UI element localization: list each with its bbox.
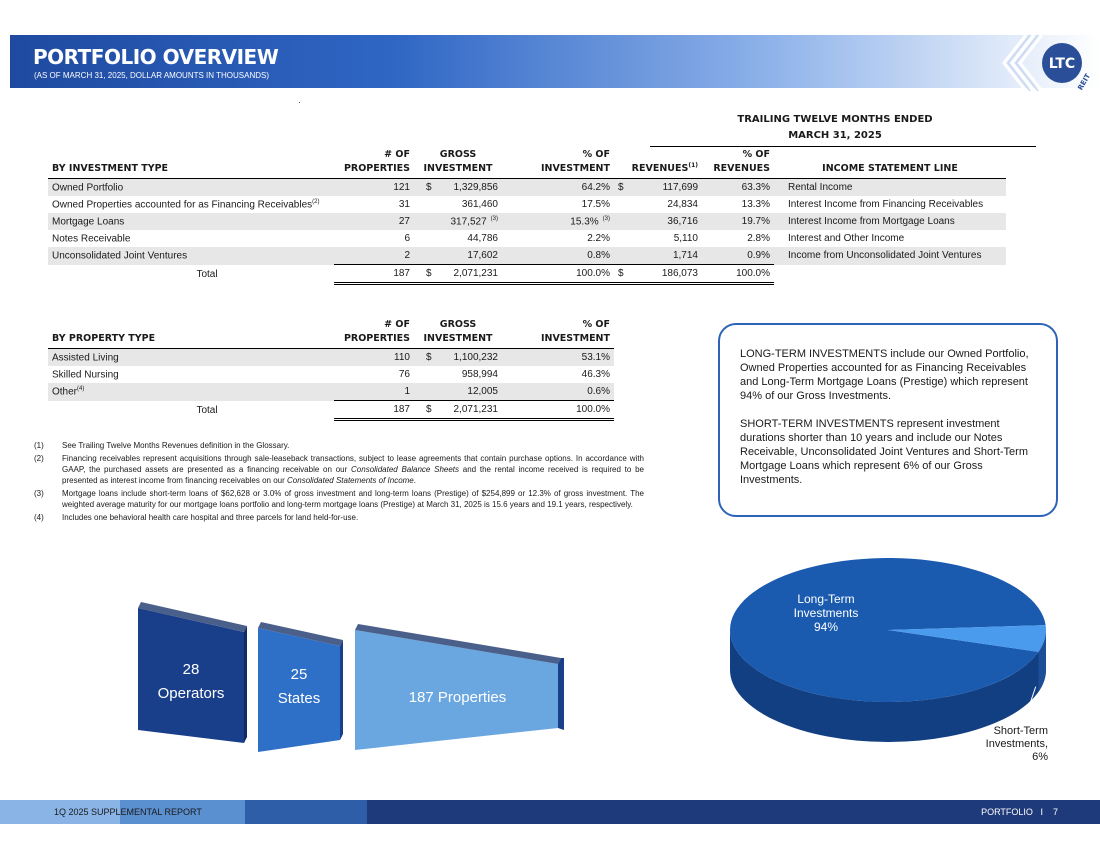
footer-bar xyxy=(0,800,1100,824)
cell-dollar: $ xyxy=(414,349,438,367)
stray-dot xyxy=(299,102,300,103)
total-label: Total xyxy=(196,268,218,280)
cell-properties: 76 xyxy=(398,369,410,380)
cell-income-line: Interest Income from Financing Receivables xyxy=(788,199,984,210)
cell-pct-investment: 53.1% xyxy=(502,349,614,367)
table-row xyxy=(48,366,614,383)
cell-pct-investment: 46.3% xyxy=(581,369,610,380)
cell-dollar: $ xyxy=(614,179,638,197)
col-header-pct-revenues: % OF REVENUES xyxy=(702,148,774,179)
cell-gross: 317,527 $^{(3)}$ xyxy=(438,213,502,230)
table-total-row xyxy=(48,401,614,420)
pie-label-long-term: Long-Term Investments 94% xyxy=(793,592,859,634)
long-term-definition: LONG-TERM INVESTMENTS include our Owned Portfolio, Owned Properties accounted for as Financing Receivables and Long-Term Mortgage Loans (Prestige) which represent 94% of our Gross Investments. xyxy=(740,348,1029,402)
cell-properties: 27 xyxy=(334,213,414,230)
cell-pct-investment: 0.8% xyxy=(502,247,614,265)
properties-stat: 187 Properties xyxy=(408,689,507,706)
page-subtitle: (AS OF MARCH 31, 2025, DOLLAR AMOUNTS IN THOUSANDS) xyxy=(34,71,270,80)
table-row xyxy=(48,383,614,401)
cell-revenues: 117,699 xyxy=(638,179,702,197)
operators-stat: 28 Operators xyxy=(157,661,225,702)
cell-properties: 121 xyxy=(334,179,414,197)
operators-side-edge xyxy=(244,626,247,743)
total-dollar: $ xyxy=(414,401,438,420)
cell-pct-revenues: 0.9% xyxy=(702,247,774,265)
cell-income-line: Rental Income xyxy=(774,179,1006,197)
cell-properties: 31 xyxy=(398,199,410,210)
total-dollar: $ xyxy=(614,265,638,284)
cell-type: Other$^{(4)}$ xyxy=(48,383,334,401)
cell-gross: 12,005 xyxy=(438,383,502,401)
total-revenues: 186,073 xyxy=(638,265,702,284)
table-row xyxy=(48,196,1006,213)
cell-revenues: 1,714 xyxy=(638,247,702,265)
cell-gross: 361,460 xyxy=(461,199,498,210)
cell-type: Owned Properties accounted for as Financing Receivables$^{(2)}$ xyxy=(52,198,320,211)
table-header-row xyxy=(48,318,614,349)
col-header-gross: GROSS INVESTMENT xyxy=(414,148,502,179)
total-gross: 2,071,231 xyxy=(438,265,502,284)
cell-type: Mortgage Loans xyxy=(48,213,334,230)
col-header-pct-investment: % OF INVESTMENT xyxy=(502,148,614,179)
investment-term-pie-chart xyxy=(728,555,1058,763)
footnote-1: (1) See Trailing Twelve Months Revenues definition in the Glossary. xyxy=(34,441,290,450)
cell-pct-revenues: 63.3% xyxy=(702,179,774,197)
total-dollar: $ xyxy=(414,265,438,284)
ttm-heading-line1: TRAILING TWELVE MONTHS ENDED xyxy=(737,114,933,125)
cell-pct-revenues: 2.8% xyxy=(747,233,770,244)
footnotes xyxy=(34,440,644,525)
property-type-table xyxy=(48,318,614,421)
cell-type: Unconsolidated Joint Ventures xyxy=(48,247,334,265)
cell-dollar xyxy=(414,366,438,383)
col-header-income-line: INCOME STATEMENT LINE xyxy=(774,148,1006,179)
cell-pct-investment: 15.3% $^{(3)}$ xyxy=(502,213,614,230)
svg-text:LTC: LTC xyxy=(1048,56,1076,72)
footer-report-name: 1Q 2025 SUPPLEMENTAL REPORT xyxy=(54,807,202,817)
footer-section-page: PORTFOLIO I 7 xyxy=(981,807,1058,817)
cell-dollar xyxy=(414,196,438,213)
cell-type: Notes Receivable xyxy=(52,233,131,245)
footnote-2: (2) Financing receivables represent acquisitions through sale-leaseback transactions, subject to lease agreements that contain purchase options. In accordance with GAAP, the purchased assets are presented as a financing receivable on our Consolidated Balance Sheets and the rental income received is required to be presented as interest income from financing receivables on our Consolidated Statements of Income. xyxy=(34,454,644,485)
col-header-properties: # OF PROPERTIES xyxy=(334,318,414,349)
total-gross: 2,071,231 xyxy=(438,401,502,420)
cell-income-line: Income from Unconsolidated Joint Ventures xyxy=(774,247,1006,265)
cell-type: Assisted Living xyxy=(48,349,334,367)
cell-dollar xyxy=(614,247,638,265)
col-header-type: BY PROPERTY TYPE xyxy=(48,318,334,349)
cell-dollar xyxy=(614,230,638,247)
total-pct-revenues: 100.0% xyxy=(702,265,774,284)
ltc-reit-logo xyxy=(998,33,1096,98)
cell-dollar xyxy=(614,213,638,230)
footnote-4: (4) Includes one behavioral health care hospital and three parcels for land held-for-use. xyxy=(34,513,359,522)
col-header-pct-investment: % OF INVESTMENT xyxy=(502,318,614,349)
cell-dollar xyxy=(414,230,438,247)
cell-pct-revenues: 13.3% xyxy=(741,199,770,210)
cell-type: Skilled Nursing xyxy=(52,369,119,381)
cell-pct-revenues: 19.7% xyxy=(702,213,774,230)
cell-pct-investment: 17.5% xyxy=(581,199,610,210)
table-row xyxy=(48,247,1006,265)
col-header-properties: # OF PROPERTIES xyxy=(334,148,414,179)
footnote-3: (3) Mortgage loans include short-term loans of $62,628 or 3.0% of gross investment and long-term loans (Prestige) of $254,899 or 12.3% of gross investment. The weighted average maturity for our mortgage loans portfolio and long-term mortgage loans (Prestige) at March 31, 2025 is 15.6 years and 19.1 years, respectively. xyxy=(34,489,644,509)
cell-dollar xyxy=(614,196,638,213)
ttm-heading-line2: MARCH 31, 2025 xyxy=(788,130,882,141)
table-row xyxy=(48,179,1006,197)
total-properties: 187 xyxy=(334,401,414,420)
cell-dollar xyxy=(414,247,438,265)
cell-gross: 44,786 xyxy=(467,233,498,244)
investment-type-table xyxy=(48,148,1006,285)
cell-pct-investment: 0.6% xyxy=(502,383,614,401)
table-row xyxy=(48,230,1006,247)
cell-gross: 1,329,856 xyxy=(438,179,502,197)
cell-dollar xyxy=(414,213,438,230)
stats-graphic xyxy=(130,600,580,760)
total-properties: 187 xyxy=(334,265,414,284)
cell-revenues: 24,834 xyxy=(667,199,698,210)
col-header-type: BY INVESTMENT TYPE xyxy=(48,148,334,179)
states-side-edge xyxy=(340,640,343,740)
table-header-row xyxy=(48,148,1006,179)
cell-revenues: 36,716 xyxy=(638,213,702,230)
ttm-rule xyxy=(650,146,1036,147)
table-row xyxy=(48,213,1006,230)
cell-properties: 1 xyxy=(334,383,414,401)
states-stat: 25 States xyxy=(277,666,321,707)
table-total-row xyxy=(48,265,1006,284)
col-header-gross: GROSS INVESTMENT xyxy=(414,318,502,349)
svg-text:REIT: REIT xyxy=(1076,72,1093,92)
cell-properties: 2 xyxy=(334,247,414,265)
cell-type: Owned Portfolio xyxy=(48,179,334,197)
investment-definition-callout xyxy=(718,323,1058,517)
col-header-revenues: REVENUES$^{(1)}$ xyxy=(614,148,702,179)
cell-pct-investment: 64.2% xyxy=(502,179,614,197)
cell-dollar: $ xyxy=(414,179,438,197)
short-term-definition: SHORT-TERM INVESTMENTS represent investment durations shorter than 10 years and include our Notes Receivable, Unconsolidated Joint Ventures and Short-Term Mortgage Loans which represent 6% of our Gross Investments. xyxy=(740,418,1028,486)
cell-properties: 110 xyxy=(334,349,414,367)
page-title: PORTFOLIO OVERVIEW xyxy=(33,45,279,69)
cell-gross: 17,602 xyxy=(438,247,502,265)
cell-income-line: Interest Income from Mortgage Loans xyxy=(774,213,1006,230)
total-pct-investment: 100.0% xyxy=(502,265,614,284)
cell-gross: 958,994 xyxy=(461,369,498,380)
pie-label-short-term: Short-Term Investments, 6% xyxy=(985,725,1048,763)
cell-properties: 6 xyxy=(404,233,410,244)
total-pct-investment: 100.0% xyxy=(502,401,614,420)
cell-revenues: 5,110 xyxy=(673,233,698,244)
pie-chart-svg xyxy=(728,555,1058,745)
cell-income-line: Interest and Other Income xyxy=(788,233,905,244)
cell-gross: 1,100,232 xyxy=(438,349,502,367)
cell-pct-investment: 2.2% xyxy=(587,233,610,244)
page-number: 7 xyxy=(1052,807,1058,817)
table-row xyxy=(48,349,614,367)
total-label: Total xyxy=(196,404,218,416)
cell-dollar xyxy=(414,383,438,401)
